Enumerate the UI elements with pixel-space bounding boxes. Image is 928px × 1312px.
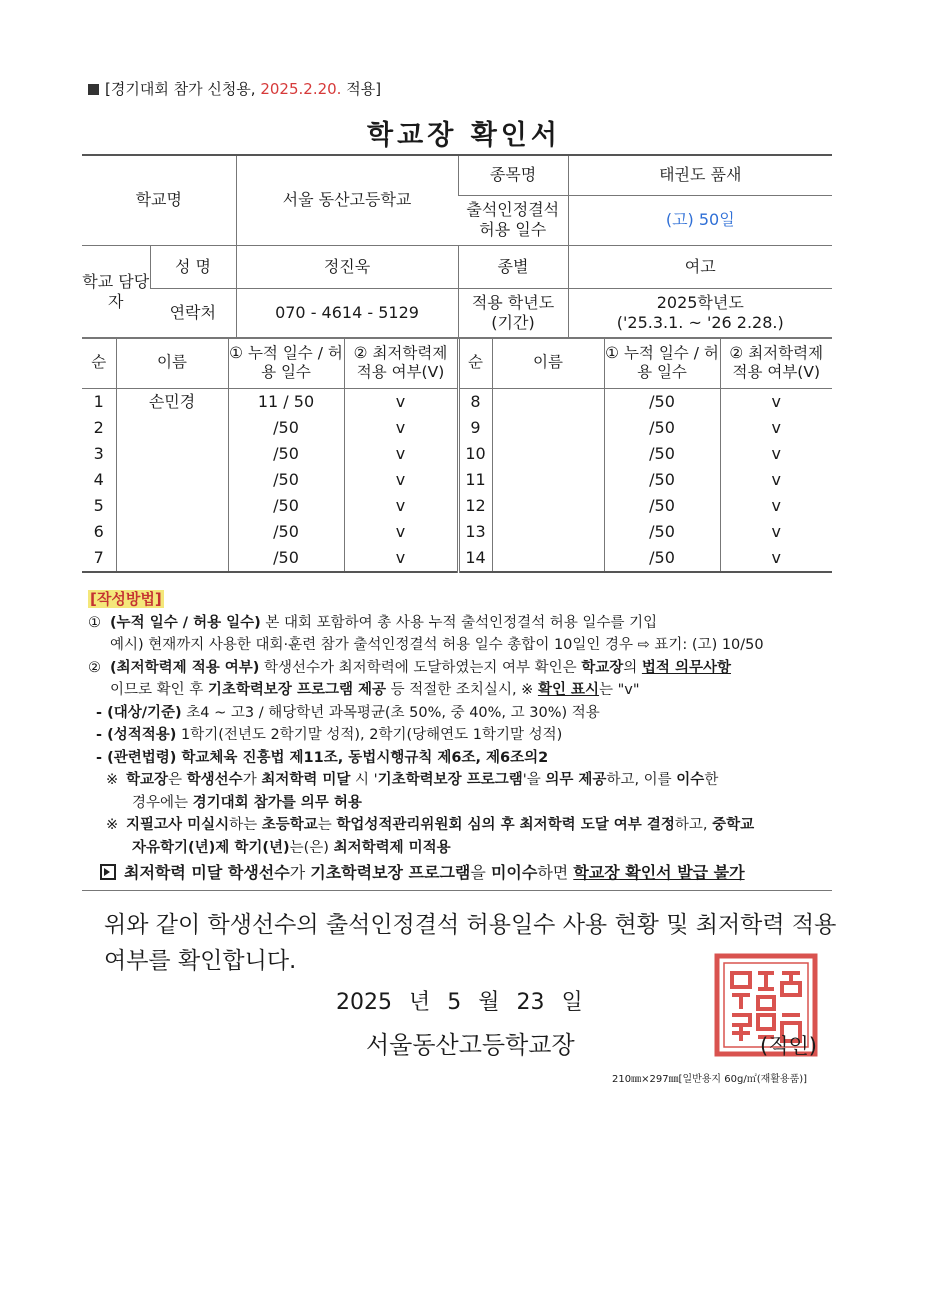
allowed-days-label: 출석인정결석 허용 일수 — [458, 195, 568, 245]
contact-label: 연락처 — [150, 288, 236, 338]
issue-date: 2025 년 5 월 23 일 — [336, 990, 583, 1015]
seal-label: (직인) — [760, 1034, 817, 1058]
allowed-days-value: (고) 50일 — [568, 195, 832, 245]
final-warning: 최저학력 미달 학생선수가 기초학력보장 프로그램을 미이수하면 학교장 확인서 발급 불가 — [100, 860, 745, 883]
table-row: 2 /50 v 9 /50 v — [82, 415, 832, 441]
event-label: 종목명 — [458, 155, 568, 195]
col-days: ① 누적 일수 / 허용 일수 — [228, 338, 344, 389]
instructions-tag: [작성방법] — [90, 590, 162, 608]
divider — [82, 890, 832, 891]
school-name-label: 학교명 — [82, 155, 236, 245]
table-row: 4 /50 v 11 /50 v — [82, 467, 832, 493]
paper-spec: 210㎜×297㎜[일반용지 60g/㎡(재활용품)] — [612, 1074, 808, 1085]
arrow-box-icon — [100, 864, 116, 880]
school-manager-label: 학교 담당자 — [82, 245, 150, 338]
confirmation-statement: 위와 같이 학생선수의 출석인정결석 허용일수 사용 현황 및 최저학력 적용 여부를 확인합니다. — [104, 912, 837, 974]
col-name: 이름 — [492, 338, 604, 389]
manager-name-value: 정진욱 — [236, 245, 458, 288]
manager-name-label: 성 명 — [150, 245, 236, 288]
example-note: 예시) 현재까지 사용한 대회·훈련 참가 출석인정결석 허용 일수 총합이 10일인 경우 ⇨ 표기: (고) 10/50 — [110, 637, 764, 653]
school-name-value: 서울 동산고등학교 — [236, 155, 458, 245]
square-bullet-icon — [88, 84, 99, 95]
form-usage-note: [경기대회 참가 신청용, 2025.2.20. 적용] — [88, 78, 381, 99]
col-name: 이름 — [116, 338, 228, 389]
col-no: 순 — [82, 338, 116, 389]
school-year-value: 2025학년도 ('25.3.1. ~ '26 2.28.) — [568, 288, 832, 338]
col-min-grade: ② 최저학력제 적용 여부(V) — [720, 338, 832, 389]
table-row: 7 /50 v 14 /50 v — [82, 545, 832, 572]
table-row: 6 /50 v 13 /50 v — [82, 519, 832, 545]
category-value: 여고 — [568, 245, 832, 288]
table-row: 3 /50 v 10 /50 v — [82, 441, 832, 467]
col-no: 순 — [458, 338, 492, 389]
table-row: 1 손민경 11 / 50 v 8 /50 v — [82, 389, 832, 416]
school-year-label: 적용 학년도 (기간) — [458, 288, 568, 338]
col-min-grade: ② 최저학력제 적용 여부(V) — [344, 338, 458, 389]
event-value: 태권도 품새 — [568, 155, 832, 195]
applied-date: 2025.2.20. — [260, 80, 342, 98]
roster-header-row — [82, 338, 832, 389]
instructions: [작성방법] ① (누적 일수 / 허용 일수) 본 대회 포함하여 총 사용 누적 출석인정결석 허용 일수를 기입 예시) 현재까지 사용한 대회·훈련 참가 출석인정결석 허용 일수 총합이 10일인 경우 ⇨ 표기: (고) 10/50 ② (최저학력제 적용 여부) 학생선수가 최저학력에 도달하였는지 여부 확인은 학교장의 법적 의무사항 이므로 확인 후 기초학력보장 프로그램 제공 등 적절한 조치실시, ※ 확인 표시는 "v" - (대상/기준) 초4 ~ 고3 / 해당학년 과목평균(초 50%, 중 40%, 고 30%) 적용 - (성적적용) 1학기(전년도 2학기말 성적), 2학기(당해연도 1학기말 성적) - (관련법령) 학교체육 진흥법 제11조, 동법시행규칙 제6조, 제6조의2 ※ 학교장은 학생선수가 최저학력 미달 시 '기초학력보장 프로그램'을 의무 제공하고, 이를 이수한 경우에는 경기대회 참가를 의무 허용 ※ 지필고사 미실시하는 초등학교는 학업성적관리위원회 심의 후 최저학력 도달 여부 결정하고, 중학교 자유학기(년)제 학기(년)는(은) 최저학력제 미적용 — [88, 588, 848, 859]
document-title: 학교장 확인서 — [367, 120, 561, 151]
info-table — [82, 154, 832, 339]
table-row: 5 /50 v 12 /50 v — [82, 493, 832, 519]
col-days: ① 누적 일수 / 허용 일수 — [604, 338, 720, 389]
student-roster-table — [82, 337, 832, 573]
contact-value: 070 - 4614 - 5129 — [236, 288, 458, 338]
signer-name: 서울동산고등학교장 — [366, 1031, 575, 1059]
category-label: 종별 — [458, 245, 568, 288]
